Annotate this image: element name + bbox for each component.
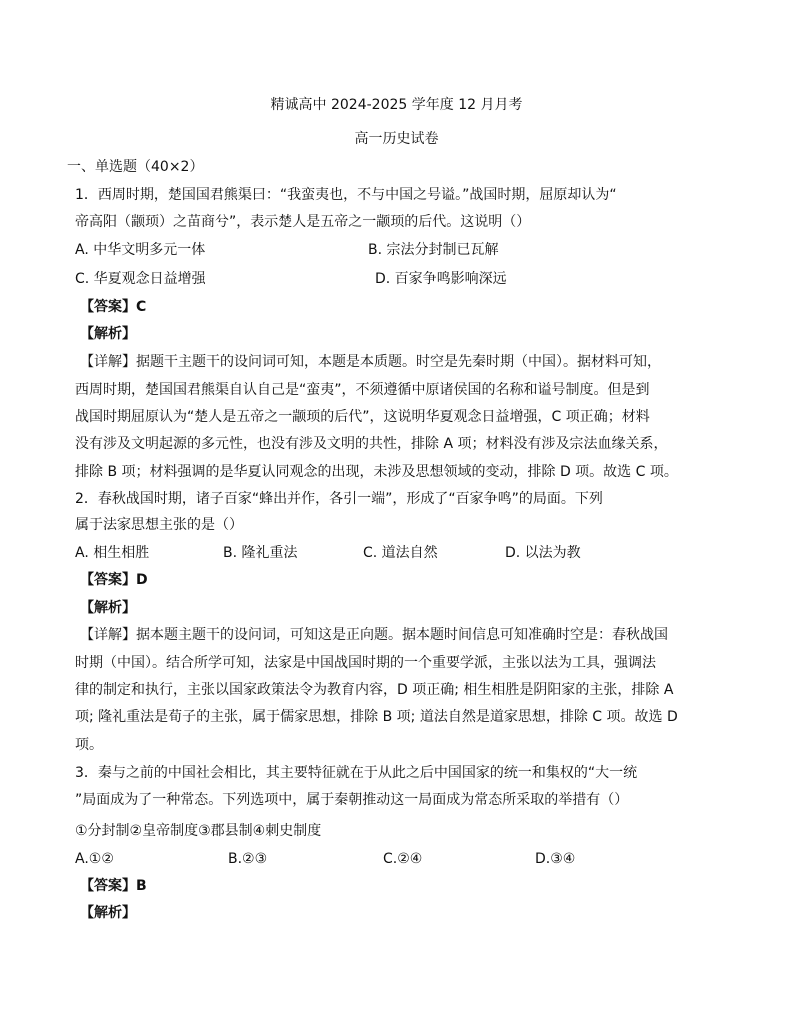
q3-option-b: B.②③: [228, 851, 268, 867]
q3-items: ①分封制②皇帝制度③郡县制④刺史制度: [75, 823, 322, 839]
q1-detail-line-5: 排除 B 项；材料强调的是华夏认同观念的出现，未涉及思想领域的变动，排除 D 项。故选 C 项。: [75, 464, 678, 480]
q1-detail-line-3: 战国时期屈原认为“楚人是五帝之一颛顼的后代”，这说明华夏观念日益增强，C 项正确；材料: [75, 409, 650, 425]
section-heading: 一、单选题（40×2）: [67, 159, 204, 175]
q2-option-b: B. 隆礼重法: [223, 545, 298, 561]
q1-detail-line-1: 【详解】据题干主题干的设问词可知，本题是本质题。时空是先秦时期（中国）。据材料可知，: [80, 354, 661, 370]
q2-detail-line-4: 项; 隆礼重法是荀子的主张，属于儒家思想，排除 B 项; 道法自然是道家思想，排除 C 项。故选 D: [75, 709, 678, 725]
q1-stem-line-2: 帝高阳（颛顼）之苗商兮”，表示楚人是五帝之一颛顼的后代。这说明（）: [75, 214, 531, 230]
exam-subtitle: 高一历史试卷: [354, 131, 439, 147]
q2-analysis-label: 【解析】: [80, 600, 136, 616]
q1-option-b: B. 宗法分封制已瓦解: [368, 242, 499, 258]
q2-option-a: A. 相生相胜: [75, 545, 150, 561]
q1-answer: 【答案】C: [80, 299, 147, 315]
q2-option-c: C. 道法自然: [363, 545, 438, 561]
q1-option-c: C. 华夏观念日益增强: [75, 271, 206, 287]
q2-stem-line-2: 属于法家思想主张的是（）: [75, 517, 243, 533]
q2-detail-line-3: 律的制定和执行，主张以国家政策法令为教育内容，D 项正确; 相生相胜是阴阳家的主张，排除 A: [75, 682, 674, 698]
q2-option-d: D. 以法为教: [505, 545, 581, 561]
q3-stem-line-2: ”局面成为了一种常态。下列选项中，属于秦朝推动这一局面成为常态所采取的举措有（）: [75, 792, 629, 808]
q1-detail-line-4: 没有涉及文明起源的多元性，也没有涉及文明的共性，排除 A 项；材料没有涉及宗法血缘关系，: [75, 436, 668, 452]
q2-detail-line-5: 项。: [75, 737, 103, 753]
q3-option-c: C.②④: [383, 851, 423, 867]
q1-option-d: D. 百家争鸣影响深远: [375, 271, 507, 287]
q2-detail-line-2: 时期（中国）。结合所学可知，法家是中国战国时期的一个重要学派，主张以法为工具，强调法: [75, 655, 656, 671]
exam-title: 精诚高中 2024-2025 学年度 12 月月考: [270, 97, 523, 113]
q1-analysis-label: 【解析】: [80, 326, 136, 342]
q1-option-a: A. 中华文明多元一体: [75, 242, 206, 258]
q3-stem-line-1: 3．秦与之前的中国社会相比，其主要特征就在于从此之后中国国家的统一和集权的“大一统: [75, 765, 638, 781]
q3-option-a: A.①②: [75, 851, 114, 867]
q3-option-d: D.③④: [535, 851, 576, 867]
q3-answer: 【答案】B: [80, 878, 147, 894]
q2-answer: 【答案】D: [80, 572, 148, 588]
q2-detail-line-1: 【详解】据本题主题干的设问词，可知这是正向题。据本题时间信息可知准确时空是：春秋战国: [80, 627, 668, 643]
q2-stem-line-1: 2．春秋战国时期，诸子百家“蜂出并作，各引一端”，形成了“百家争鸣”的局面。下列: [75, 491, 603, 507]
q1-stem-line-1: 1．西周时期，楚国国君熊渠曰：“我蛮夷也，不与中国之号谥。”战国时期，屈原却认为“: [75, 187, 617, 203]
q3-analysis-label: 【解析】: [80, 905, 136, 921]
q1-detail-line-2: 西周时期，楚国国君熊渠自认自己是“蛮夷”，不须遵循中原诸侯国的名称和谥号制度。但是到: [75, 382, 650, 398]
